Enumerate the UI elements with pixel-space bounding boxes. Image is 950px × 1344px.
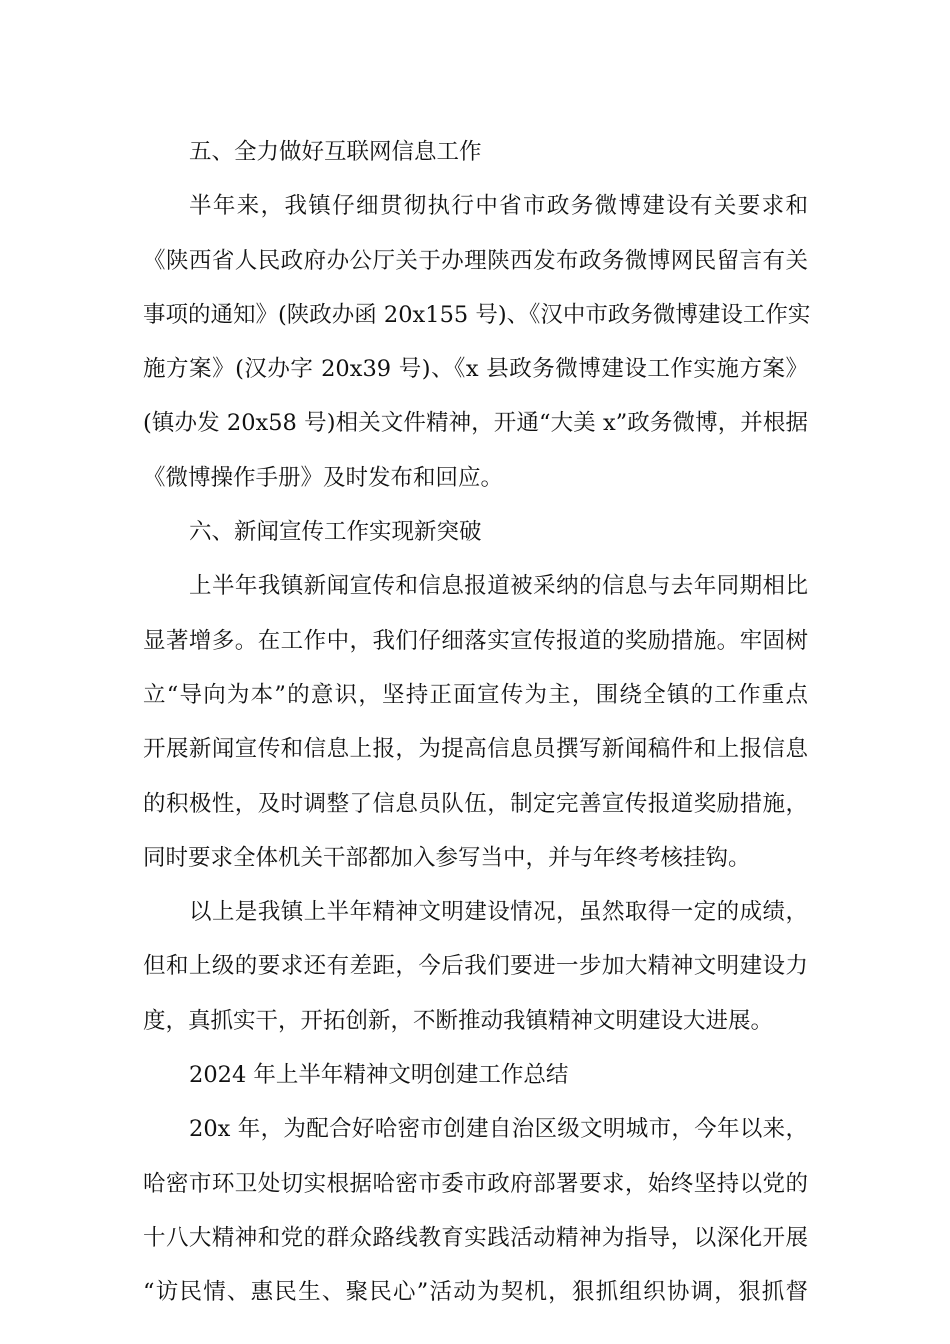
paragraph-line: 20x 年，为配合好哈密市创建自治区级文明城市，今年以来， [189, 1116, 808, 1143]
paragraph-line: 十八大精神和党的群众路线教育实践活动精神为指导，以深化开展 [143, 1224, 808, 1251]
paragraph-line: 的积极性，及时调整了信息员队伍，制定完善宣传报道奖励措施， [143, 790, 808, 817]
paragraph-line: 立“导向为本”的意识，坚持正面宣传为主，围绕全镇的工作重点 [143, 681, 808, 708]
paragraph-line: 哈密市环卫处切实根据哈密市委市政府部署要求，始终坚持以党的 [143, 1170, 808, 1197]
paragraph-line: 《陕西省人民政府办公厅关于办理陕西发布政务微博网民留言有关 [143, 247, 808, 274]
document-body [143, 125, 811, 1320]
paragraph-line: 开展新闻宣传和信息上报，为提高信息员撰写新闻稿件和上报信息 [143, 736, 808, 763]
paragraph-line: 事项的通知》(陕政办函 20x155 号)、《汉中市政务微博建设工作实 [143, 301, 811, 328]
paragraph-line: (镇办发 20x58 号)相关文件精神，开通“大美 x”政务微博，并根据 [143, 410, 808, 437]
section-heading-6: 六、新闻宣传工作实现新突破 [189, 519, 482, 546]
paragraph-line: 半年来，我镇仔细贯彻执行中省市政务微博建设有关要求和 [189, 193, 808, 220]
paragraph-line: 上半年我镇新闻宣传和信息报道被采纳的信息与去年同期相比 [189, 573, 808, 600]
document-title: 2024 年上半年精神文明创建工作总结 [189, 1062, 569, 1089]
paragraph-line: 《微博操作手册》及时发布和回应。 [143, 464, 504, 491]
paragraph-line: “访民情、惠民生、聚民心”活动为契机，狠抓组织协调，狠抓督 [143, 1279, 808, 1306]
paragraph-line: 显著增多。在工作中，我们仔细落实宣传报道的奖励措施。牢固树 [143, 627, 808, 654]
section-heading-5: 五、全力做好互联网信息工作 [189, 139, 482, 165]
paragraph-line: 施方案》(汉办字 20x39 号)、《x 县政务微博建设工作实施方案》 [143, 356, 808, 383]
paragraph-line: 同时要求全体机关干部都加入参写当中，并与年终考核挂钩。 [143, 844, 751, 871]
paragraph-line: 但和上级的要求还有差距，今后我们要进一步加大精神文明建设力 [143, 953, 808, 980]
paragraph-line: 以上是我镇上半年精神文明建设情况，虽然取得一定的成绩， [189, 899, 808, 926]
paragraph-line: 度，真抓实干，开拓创新，不断推动我镇精神文明建设大进展。 [143, 1007, 774, 1034]
